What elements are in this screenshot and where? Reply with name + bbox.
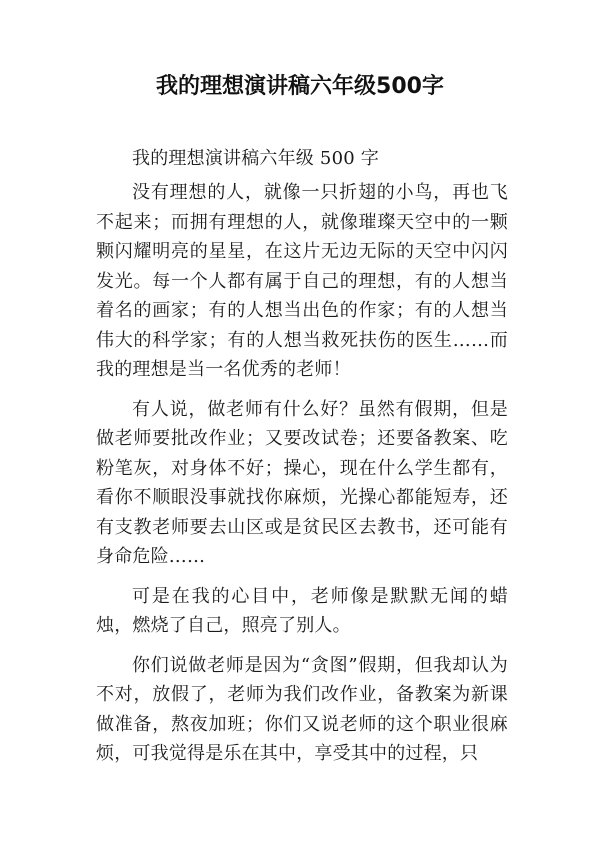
paragraph-4: 你们说做老师是因为“贪图”假期，但我却认为不对，放假了，老师为我们改作业，备教案为新课做准备，熬夜加班；你们又说老师的这个职业很麻烦，可我觉得是乐在其中，享受其中的过程，只 (96, 654, 508, 764)
paragraph-2: 有人说，做老师有什么好？虽然有假期，但是做老师要批改作业；又要改试卷；还要备教案、吃粉笔灰，对身体不好；操心，现在什么学生都有，看你不顺眼没事就找你麻烦，光操心都能短寿，还有支教老师要去山区或是贫民区去教书，还可能有身命危险…… (96, 398, 508, 567)
document-subtitle: 我的理想演讲稿六年级 500 字 (132, 148, 379, 169)
paragraph-3: 可是在我的心目中，老师像是默默无闻的蜡烛，燃烧了自己，照亮了别人。 (96, 585, 508, 636)
document-body (96, 144, 508, 779)
paragraph-1: 没有理想的人，就像一只折翅的小鸟，再也飞不起来；而拥有理想的人，就像璀璨天空中的一颗颗闪耀明亮的星星，在这片无边无际的天空中闪闪发光。每一个人都有属于自己的理想，有的人想当着名的画家；有的人想当出色的作家；有的人想当伟大的科学家；有的人想当救死扶伤的医生……而我的理想是当一名优秀的老师！ (96, 182, 508, 380)
document-title: 我的理想演讲稿六年级500字 (156, 74, 444, 99)
